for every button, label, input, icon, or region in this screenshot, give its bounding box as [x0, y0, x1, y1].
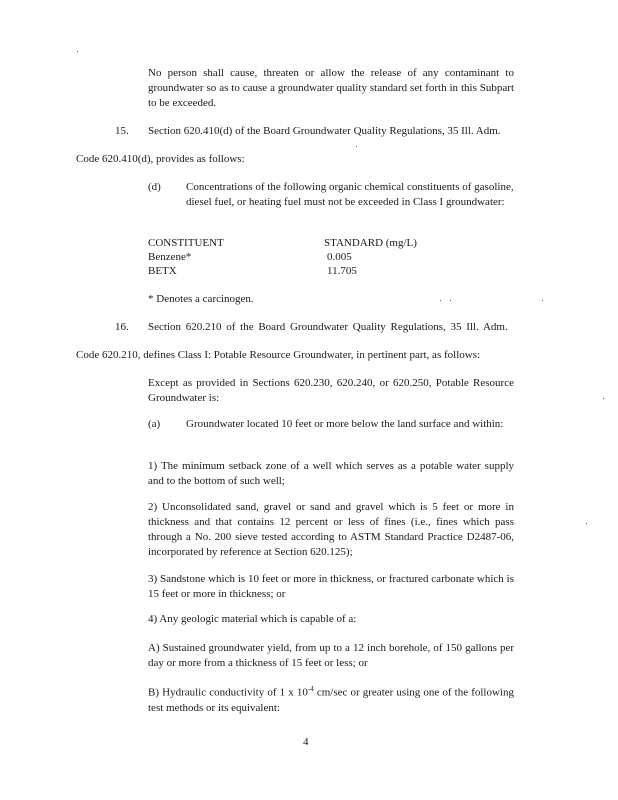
hydraulic-text-before: B) Hydraulic conductivity of 1 x 10: [148, 686, 308, 699]
paragraph-16-line-1: Section 620.210 of the Board Groundwater Quality Regulations, 35 Ill. Adm.: [148, 321, 508, 333]
table-row: [148, 250, 417, 264]
list-item-hydraulic: [148, 682, 514, 716]
table-header-row: [148, 236, 417, 250]
table-row: [148, 264, 417, 278]
list-item: A) Sustained groundwater yield, from up to a 12 inch borehole, of 150 gallons per day or more from a thickness of 15 feet or less; or: [148, 642, 514, 669]
hydraulic-text-after: cm/sec or greater using one of the following test methods or its equivalent:: [148, 686, 514, 714]
table-cell-standard: 0.005: [327, 251, 352, 263]
paragraph-15-number: 15.: [115, 125, 129, 137]
scan-speck: [77, 51, 78, 52]
except-paragraph: Except as provided in Sections 620.230, 620.240, or 620.250, Potable Resource Groundwater is:: [148, 377, 514, 404]
footnote-carcinogen: * Denotes a carcinogen.: [148, 293, 254, 305]
scan-speck: [603, 398, 604, 399]
list-item: 3) Sandstone which is 10 feet or more in thickness, or fractured carbonate which is 15 feet or more in thickness; or: [148, 573, 514, 600]
hydraulic-exponent: -4: [307, 685, 314, 693]
table-cell-constituent: BETX: [148, 265, 177, 277]
paragraph-15-line-1: Section 620.410(d) of the Board Groundwater Quality Regulations, 35 Ill. Adm.: [148, 125, 501, 137]
item-a-text: Groundwater located 10 feet or more below the land surface and within:: [186, 418, 504, 430]
page-number: 4: [303, 736, 309, 748]
item-a-label: (a): [148, 418, 161, 430]
table-header-constituent: CONSTITUENT: [148, 237, 224, 249]
scan-speck: [356, 146, 357, 147]
scan-speck: [440, 300, 441, 301]
standards-table: [148, 236, 417, 278]
paragraph-16-number: 16.: [115, 321, 129, 333]
paragraph-15-line-2: Code 620.410(d), provides as follows:: [76, 153, 245, 165]
table-header-standard: STANDARD (mg/L): [324, 237, 417, 249]
table-cell-constituent: Benzene*: [148, 251, 192, 263]
table-cell-standard: 11.705: [327, 265, 357, 277]
subsection-d-text: Concentrations of the following organic chemical constituents of gasoline, diesel fuel, or heating fuel must not be exceeded in Class I groundwater:: [186, 181, 514, 208]
paragraph-16-line-2: Code 620.210, defines Class I: Potable Resource Groundwater, in pertinent part, as follows:: [76, 349, 481, 361]
subsection-d-label: (d): [148, 181, 161, 193]
list-item: 2) Unconsolidated sand, gravel or sand and gravel which is 5 feet or more in thickness and that contains 12 percent or less of fines (i.e., fines which pass through a No. 200 sieve tested according to ASTM Standard Practice D2487-06, incorporated by reference at Section 620.125);: [148, 501, 514, 558]
scan-speck: [542, 300, 543, 301]
list-item: 4) Any geologic material which is capable of a:: [148, 613, 357, 625]
scan-speck: [586, 523, 587, 524]
scan-speck: [450, 300, 451, 301]
list-item: 1) The minimum setback zone of a well which serves as a potable water supply and to the bottom of such well;: [148, 460, 514, 487]
quoted-paragraph-contaminant: No person shall cause, threaten or allow the release of any contaminant to groundwater so as to cause a groundwater quality standard set forth in this Subpart to be exceeded.: [148, 67, 514, 109]
